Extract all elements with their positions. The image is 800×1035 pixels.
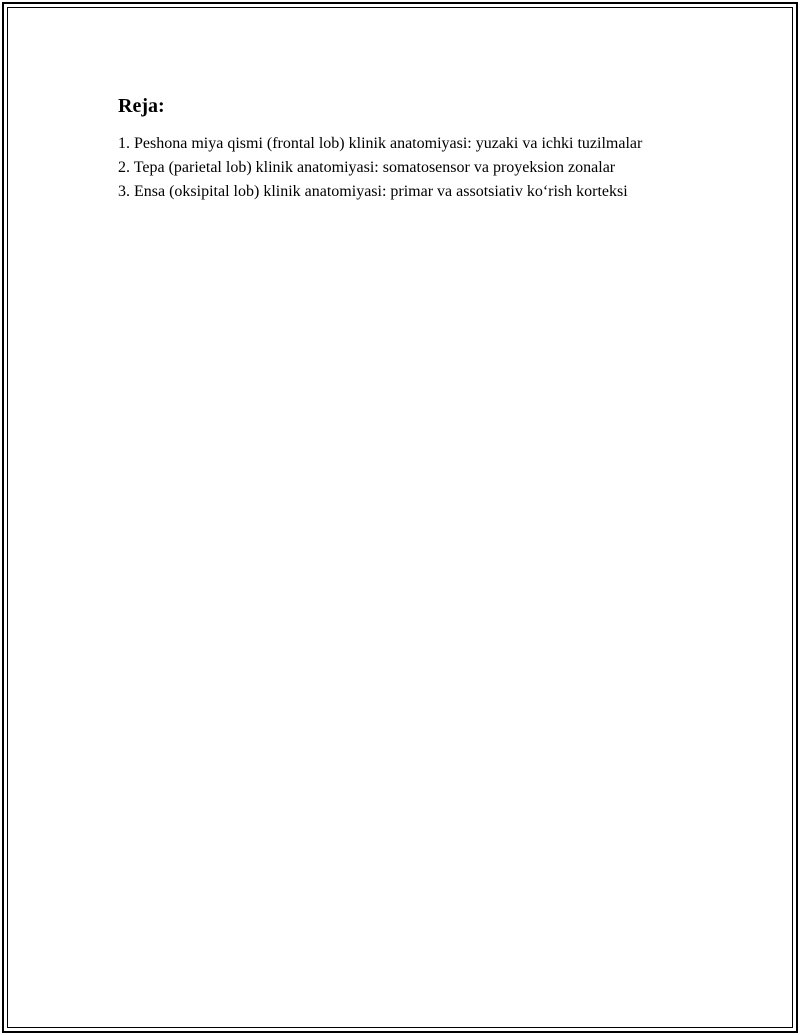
document-body [118,93,658,204]
plan-heading: Reja: [118,95,165,117]
plan-item-3: 3. Ensa (oksipital lob) klinik anatomiyasi: primar va assotsiativ ko‘rish korteksi [118,183,628,200]
plan-item-1: 1. Peshona miya qismi (frontal lob) klinik anatomiyasi: yuzaki va ichki tuzilmalar [118,135,643,152]
plan-list [118,132,658,204]
plan-item-2: 2. Tepa (parietal lob) klinik anatomiyasi: somatosensor va proyeksion zonalar [118,159,616,176]
